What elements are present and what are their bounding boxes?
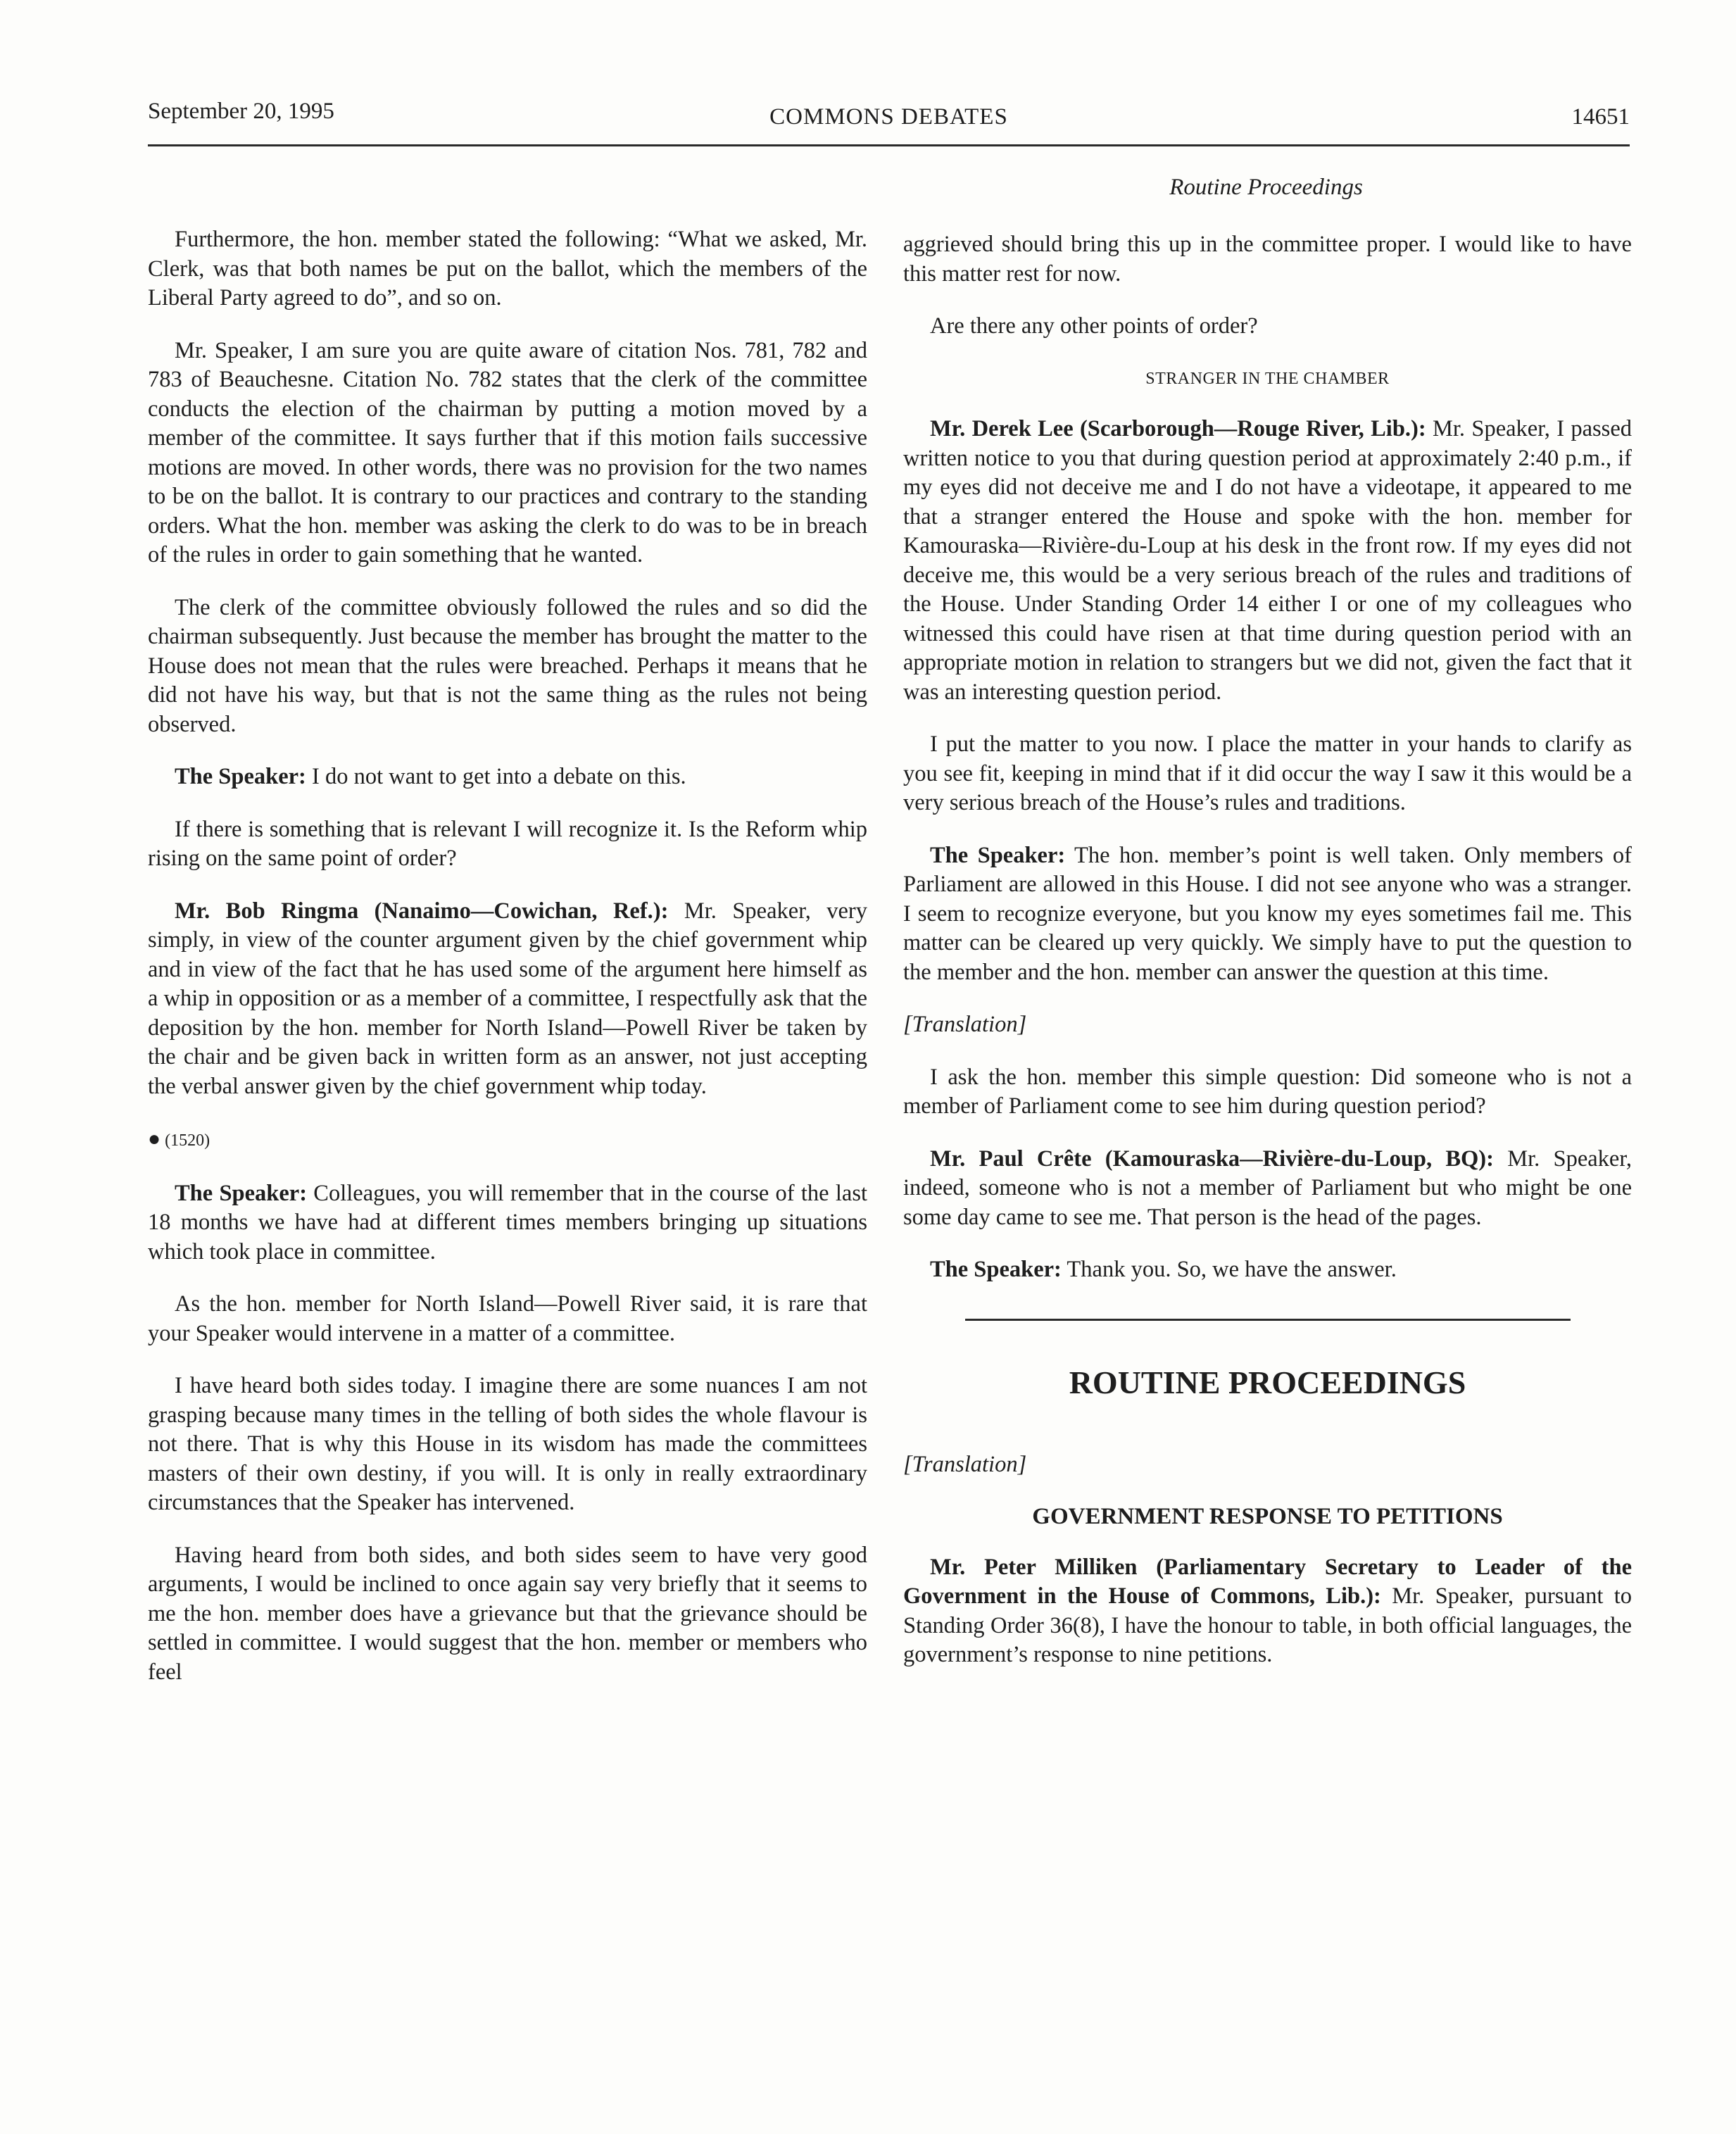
speaker-name: Mr. Bob Ringma (Nanaimo—Cowichan, Ref.): <box>175 898 669 924</box>
speech-text: Mr. Speaker, very simply, in view of the counter argument given by the chief government whip and in view of the fact that he has used some of the argument here himself as a whip in opposition or as a member of a committee, I respectfully ask that the deposition by the hon. member for North Island—Powell River be taken by the chair and be given back in written form as an answer, not just accepting the verbal answer given by the chief government whip today. <box>148 898 868 1099</box>
paragraph: I have heard both sides today. I imagine there are some nuances I am not grasping because many times in the telling of both sides the whole flavour is not there. That is why this House in its wisdom has made the committees masters of their own destiny, if you will. It is only in really extraordinary circumstances that the Speaker has intervened. <box>148 1373 867 1515</box>
bullet-icon: ● <box>148 1127 161 1150</box>
paragraph: The clerk of the committee obviously followed the rules and so did the chairman subsequently. Just because the member has brought the matter to the House does not mean that the rules were breached. Perhaps it means that he did not have his way, but that is not the same thing as the rules not being observed. <box>148 594 867 737</box>
speech-paragraph <box>148 1179 867 1267</box>
time-marker <box>148 1124 867 1156</box>
speaker-name: The Speaker: <box>175 764 306 789</box>
speech-text: Mr. Speaker, indeed, someone who is not a member of Parliament but who might be one some day came to see me. That person is the head of the pages. <box>903 1146 1632 1230</box>
speech-paragraph <box>903 415 1632 707</box>
paragraph: Are there any other points of order? <box>930 313 1258 339</box>
speech-paragraph <box>903 841 1632 988</box>
speech-text: I do not want to get into a debate on this. <box>306 764 686 789</box>
paragraph: As the hon. member for North Island—Powell River said, it is rare that your Speaker would intervene in a matter of a committee. <box>148 1291 867 1346</box>
paragraph: If there is something that is relevant I will recognize it. Is the Reform whip rising on the same point of order? <box>148 816 867 871</box>
translation-note: [Translation] <box>903 1451 1027 1477</box>
paragraph: Having heard from both sides, and both sides seem to have very good arguments, I would be inclined to once again say very briefly that it seems to me the hon. member does have a grievance but that the grievance should be settled in committee. I would suggest that the hon. member or members who feel <box>148 1542 867 1685</box>
right-column <box>903 230 1632 1693</box>
speech-text: Mr. Speaker, pursuant to Standing Order 36(8), I have the honour to table, in both official languages, the government’s response to nine petitions. <box>903 1583 1632 1667</box>
speech-text: Colleagues, you will remember that in the course of the last 18 months we have had at different times members bringing up situations which took place in committee. <box>148 1180 868 1264</box>
sub-heading: GOVERNMENT RESPONSE TO PETITIONS <box>1032 1504 1503 1529</box>
speaker-name: The Speaker: <box>930 1257 1062 1282</box>
speech-text: Thank you. So, we have the answer. <box>1061 1257 1397 1282</box>
speaker-name: The Speaker: <box>930 842 1066 868</box>
paragraph: aggrieved should bring this up in the committee proper. I would like to have this matter rest for now. <box>903 232 1632 287</box>
paragraph: Furthermore, the hon. member stated the following: “What we asked, Mr. Clerk, was that both names be put on the ballot, which the members of the Liberal Party agreed to do”, and so on. <box>148 227 867 310</box>
speaker-name: The Speaker: <box>175 1180 308 1206</box>
section-divider <box>965 1319 1571 1321</box>
speaker-name: Mr. Paul Crête (Kamouraska—Rivière-du-Loup, BQ): <box>930 1146 1494 1172</box>
speech-paragraph <box>148 897 867 1102</box>
section-title: ROUTINE PROCEEDINGS <box>1069 1364 1466 1400</box>
translation-note: [Translation] <box>903 1012 1027 1037</box>
speech-paragraph <box>903 1553 1632 1670</box>
header-date: September 20, 1995 <box>148 99 334 124</box>
header-publication: COMMONS DEBATES <box>769 104 1008 130</box>
speech-paragraph <box>903 1145 1632 1233</box>
speaker-name: Mr. Derek Lee (Scarborough—Rouge River, Lib.): <box>930 416 1426 441</box>
section-heading-stranger: STRANGER IN THE CHAMBER <box>1145 369 1390 388</box>
header-rule <box>148 144 1630 146</box>
speech-text: Mr. Speaker, I passed written notice to you that during question period at approximately 2:40 p.m., if my eyes did not deceive me and I do not have a videotape, it appeared to me that a stranger entered the House and spoke with the hon. member for Kamouraska—Rivière-du-Loup at his desk in the front row. If my eyes did not deceive me, this would be a very serious breach of the rules and traditions of the House. Under Standing Order 14 either I or one of my colleagues who witnessed this could have risen at that time during question period with an appropriate motion in relation to strangers but we did not, given the fact that it was an interesting question period. <box>903 416 1632 705</box>
speech-paragraph <box>903 1255 1632 1285</box>
paragraph: I ask the hon. member this simple question: Did someone who is not a member of Parliament come to see him during question period? <box>903 1064 1632 1119</box>
running-head: Routine Proceedings <box>1169 175 1363 200</box>
paragraph: Mr. Speaker, I am sure you are quite aware of citation Nos. 781, 782 and 783 of Beauchesne. Citation No. 782 states that the clerk of the committee conducts the election of the chairman by putting a motion moved by a member of the committee. It says further that if this motion fails successive motions are moved. In other words, there was no provision for the two names to be on the ballot. It is contrary to our practices and contrary to the standing orders. What the hon. member was asking the clerk to do was to be in breach of the rules in order to gain something that he wanted. <box>148 337 867 567</box>
speaker-name: Mr. Peter Milliken (Parliamentary Secretary to Leader of the Government in the House of Commons, Lib.): <box>903 1554 1632 1609</box>
speech-paragraph <box>148 762 867 792</box>
paragraph: I put the matter to you now. I place the matter in your hands to clarify as you see fit, keeping in mind that if it did occur the way I saw it this would be a very serious breach of the House’s rules and traditions. <box>903 732 1632 815</box>
header-page-number: 14651 <box>1571 104 1630 130</box>
time-marker-text: (1520) <box>165 1131 210 1150</box>
left-column <box>148 225 867 1710</box>
page-header <box>148 99 1630 141</box>
speech-text: The hon. member’s point is well taken. Only members of Parliament are allowed in this House. I did not see anyone who was a stranger. I seem to recognize everyone, but you know my eyes sometimes fail me. This matter can be cleared up very quickly. We simply have to put the question to the member and the hon. member can answer the question at this time. <box>903 842 1632 985</box>
